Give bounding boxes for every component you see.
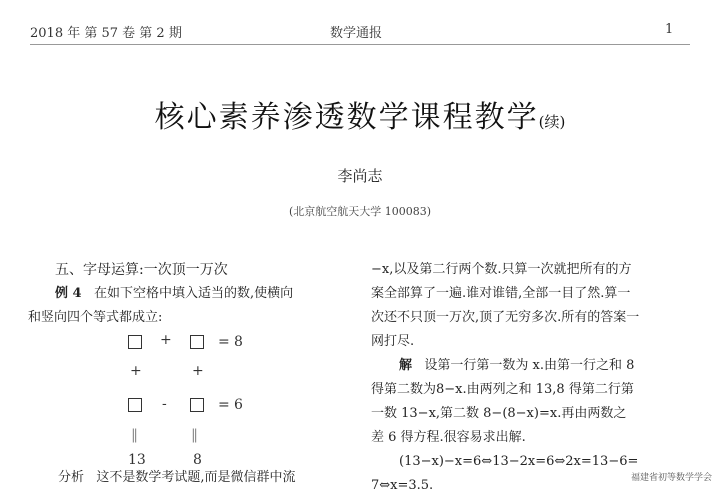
col2-equals: ‖ xyxy=(191,427,198,443)
example-text: 在如下空格中填入适当的数,使横向 xyxy=(93,286,294,301)
example-line-1 xyxy=(45,282,345,306)
row1-sum: 8 xyxy=(234,334,243,350)
body-line: 案全部算了一遍.谁对谁错,全部一目了然.算一 xyxy=(371,286,631,301)
equation-grid xyxy=(128,330,268,470)
body-line: −x,以及第二行两个数.只算一次就把所有的方 xyxy=(371,262,632,277)
author-name: 李尚志 xyxy=(337,167,383,185)
body-line: 次还不只顶一万次,顶了无穷多次.所有的答案一 xyxy=(371,310,640,325)
solution-label: 解 xyxy=(399,358,413,373)
analysis-text: 这不是数学考试题,而是微信群中流 xyxy=(96,470,296,485)
equals-sign: = xyxy=(218,334,230,350)
solution-line-1 xyxy=(371,354,693,378)
equals-sign: = xyxy=(218,397,230,413)
title-main: 核心素养渗透数学课程教学 xyxy=(154,100,539,135)
analysis-label: 分析 xyxy=(58,470,85,485)
empty-box xyxy=(128,398,142,412)
col2-sum: 8 xyxy=(193,452,202,468)
body-line: 一数 13−x,第二数 8−(8−x)=x.再由两数之 xyxy=(371,406,627,421)
article-title xyxy=(0,92,720,136)
issue-info: 2018 年 第 57 卷 第 2 期 xyxy=(30,26,182,41)
empty-box xyxy=(190,335,204,349)
minus-sign: - xyxy=(162,396,167,412)
equation-line-2: 7⇔x=3.5. xyxy=(371,478,434,493)
body-line: 网打尽. xyxy=(371,334,415,349)
header-rule xyxy=(30,44,690,45)
col2-plus: + xyxy=(192,363,204,379)
watermark: 福建省初等数学学会 xyxy=(630,473,712,483)
equation-line-1: (13−x)−x=6⇔13−2x=6⇔2x=13−6= xyxy=(399,454,639,469)
title-suffix: (续) xyxy=(538,113,566,131)
example-line-2: 和竖向四个等式都成立: xyxy=(28,310,163,325)
section-heading: 五、字母运算:一次顶一万次 xyxy=(55,262,228,278)
page-number: 1 xyxy=(665,22,674,37)
left-column xyxy=(28,258,345,330)
right-column xyxy=(371,258,693,498)
journal-name: 数学通报 xyxy=(330,26,383,41)
body-line: 差 6 得方程.很容易求出解. xyxy=(371,430,526,445)
row2-diff: 6 xyxy=(234,397,243,413)
col1-equals: ‖ xyxy=(131,427,138,443)
analysis-line xyxy=(58,466,358,490)
body-line: 得第二数为8−x.由两列之和 13,8 得第二行第 xyxy=(371,382,634,397)
affiliation: (北京航空航天大学 100083) xyxy=(288,205,432,218)
plus-sign: + xyxy=(160,332,172,348)
col1-sum: 13 xyxy=(128,452,146,468)
empty-box xyxy=(190,398,204,412)
example-label: 例 4 xyxy=(55,286,82,301)
empty-box xyxy=(128,335,142,349)
solution-text: 设第一行第一数为 x.由第一行之和 8 xyxy=(424,358,635,373)
col1-plus: + xyxy=(130,363,142,379)
